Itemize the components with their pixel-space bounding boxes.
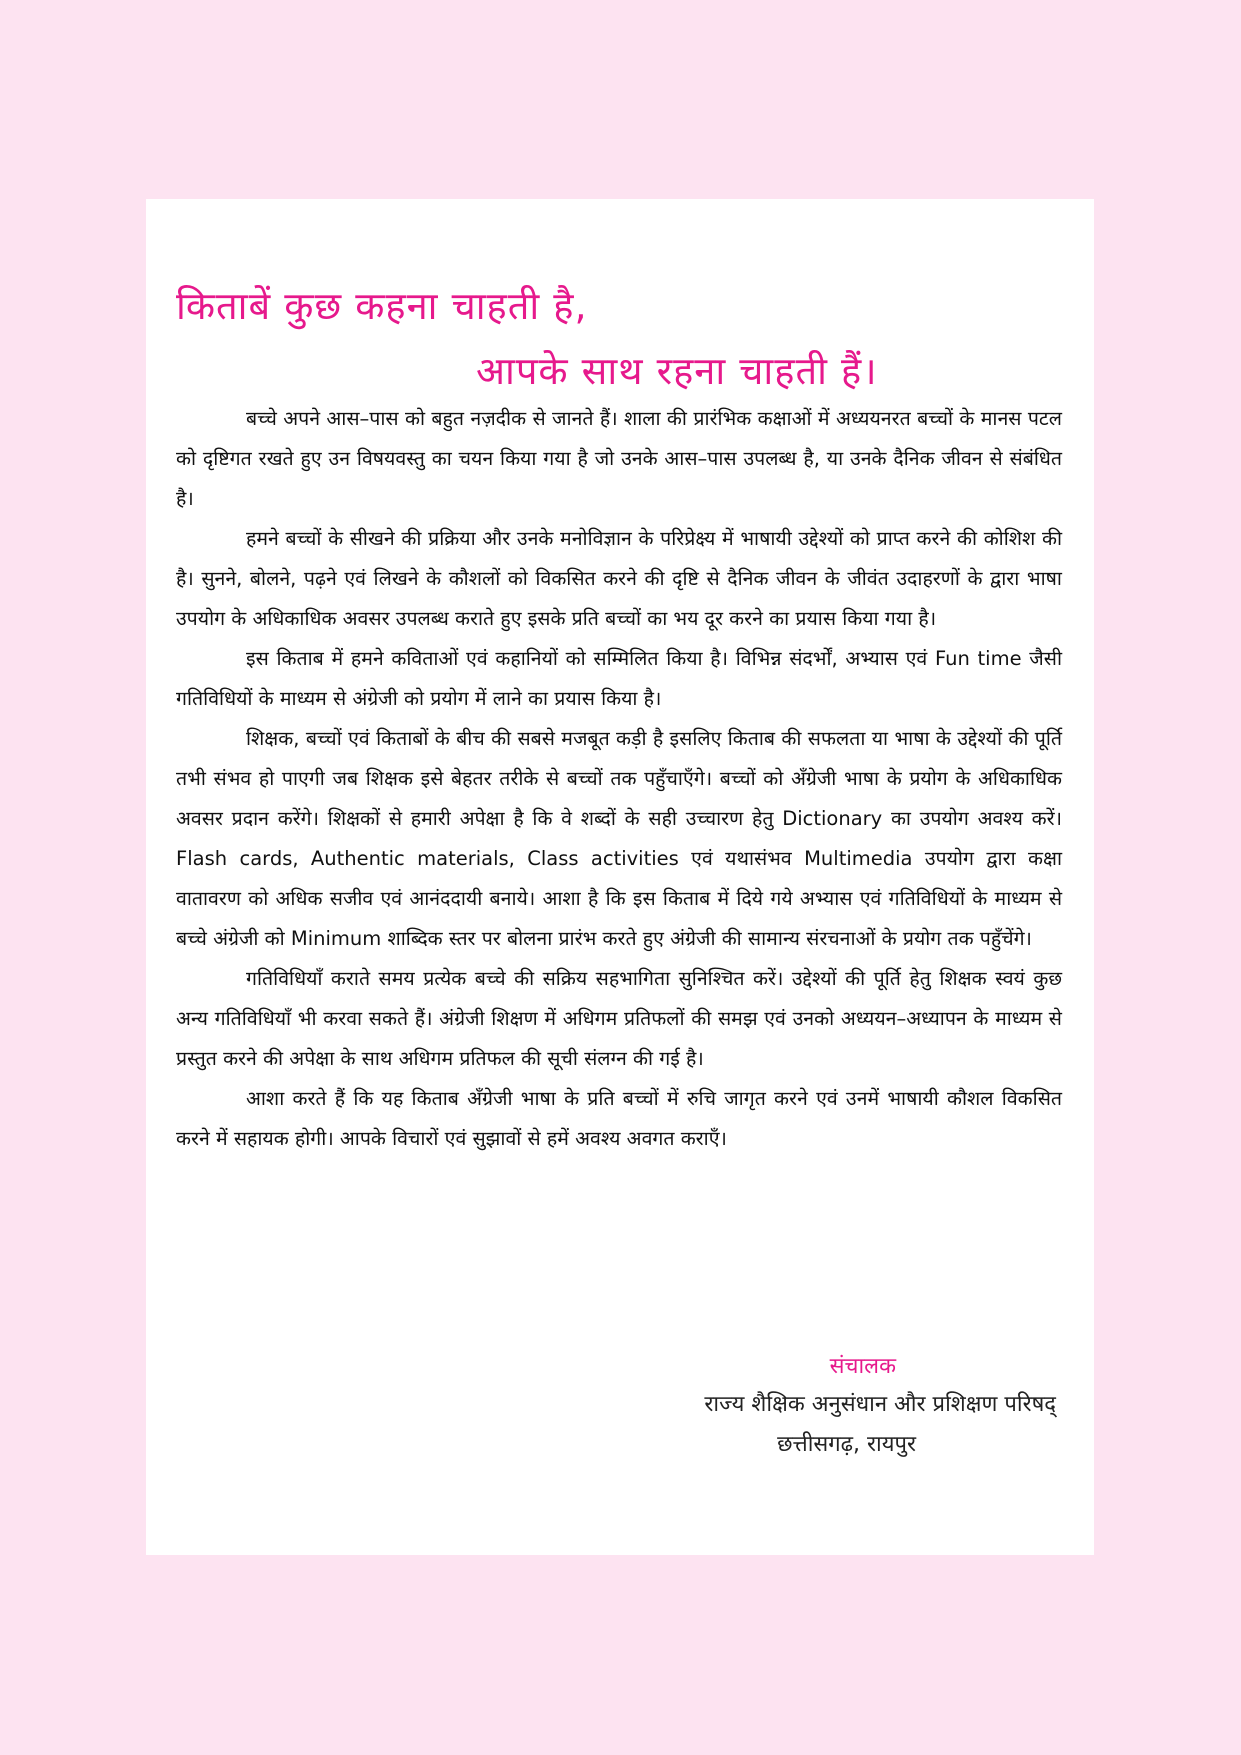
paragraph-2: हमने बच्चों के सीखने की प्रक्रिया और उनके मनोविज्ञान के परिप्रेक्ष्य में भाषायी उद्देश्यों को प्राप्त करने की कोशिश की है। सुनने, बोलने, पढ़ने एवं लिखने के कौशलों को विकसित करने की दृष्टि से दैनिक जीवन के जीवंत उदाहरणों के द्वारा भाषा उपयोग के अधिकाधिक अवसर उपलब्ध कराते हुए इसके प्रति बच्चों का भय दूर करने का प्रयास किया गया है। [176,527,1062,630]
heading-line-1: किताबें कुछ कहना चाहती है, [176,284,588,328]
signature-organization: राज्य शैक्षिक अनुसंधान और प्रशिक्षण परिषद् [704,1392,1056,1417]
paragraph-1: बच्चे अपने आस–पास को बहुत नज़दीक से जानते हैं। शाला की प्रारंभिक कक्षाओं में अध्ययनरत बच्चों के मानस पटल को दृष्टिगत रखते हुए उन विषयवस्तु का चयन किया गया है जो उनके आस–पास उपलब्ध है, या उनके दैनिक जीवन से संबंधित है। [176,407,1062,510]
signature-place: छत्तीसगढ़, रायपुर [777,1432,916,1457]
heading-line-2: आपके साथ रहना चाहती हैं। [476,349,878,393]
paragraph-5: गतिविधियाँ कराते समय प्रत्येक बच्चे की सक्रिय सहभागिता सुनिश्चित करें। उद्देश्यों की पूर्ति हेतु शिक्षक स्वयं कुछ अन्य गतिविधियाँ भी करवा सकते हैं। अंग्रेजी शिक्षण में अधिगम प्रतिफलों की समझ एवं उनको अध्ययन–अध्यापन के माध्यम से प्रस्तुत करने की अपेक्षा के साथ अधिगम प्रतिफल की सूची संलग्न की गई है। [176,967,1062,1070]
body-text [176,399,1062,1159]
page-card [146,199,1094,1555]
signature-block [704,1349,1056,1465]
paragraph-6: आशा करते हैं कि यह किताब अँग्रेजी भाषा के प्रति बच्चों में रुचि जागृत करने एवं उनमें भाषायी कौशल विकसित करने में सहायक होगी। आपके विचारों एवं सुझावों से हमें अवश्य अवगत कराएँ। [176,1087,1062,1150]
paragraph-4: शिक्षक, बच्चों एवं किताबों के बीच की सबसे मजबूत कड़ी है इसलिए किताब की सफलता या भाषा के उद्देश्यों की पूर्ति तभी संभव हो पाएगी जब शिक्षक इसे बेहतर तरीके से बच्चों तक पहुँचाएँगे। बच्चों को अँग्रेजी भाषा के प्रयोग के अधिकाधिक अवसर प्रदान करेंगे। शिक्षकों से हमारी अपेक्षा है कि वे शब्दों के सही उच्चारण हेतु Dictionary का उपयोग अवश्य करें। Flash cards, Authentic materials, Class activities एवं यथासंभव Multimedia उपयोग द्वारा कक्षा वातावरण को अधिक सजीव एवं आनंददायी बनाये। आशा है कि इस किताब में दिये गये अभ्यास एवं गतिविधियों के माध्यम से बच्चे अंग्रेजी को Minimum शाब्दिक स्तर पर बोलना प्रारंभ करते हुए अंग्रेजी की सामान्य संरचनाओं के प्रयोग तक पहुँचेंगे। [176,727,1062,950]
paragraph-3: इस किताब में हमने कविताओं एवं कहानियों को सम्मिलित किया है। विभिन्न संदर्भों, अभ्यास एवं Fun time जैसी गतिविधियों के माध्यम से अंग्रेजी को प्रयोग में लाने का प्रयास किया है। [176,647,1062,710]
signature-role: संचालक [829,1354,896,1379]
